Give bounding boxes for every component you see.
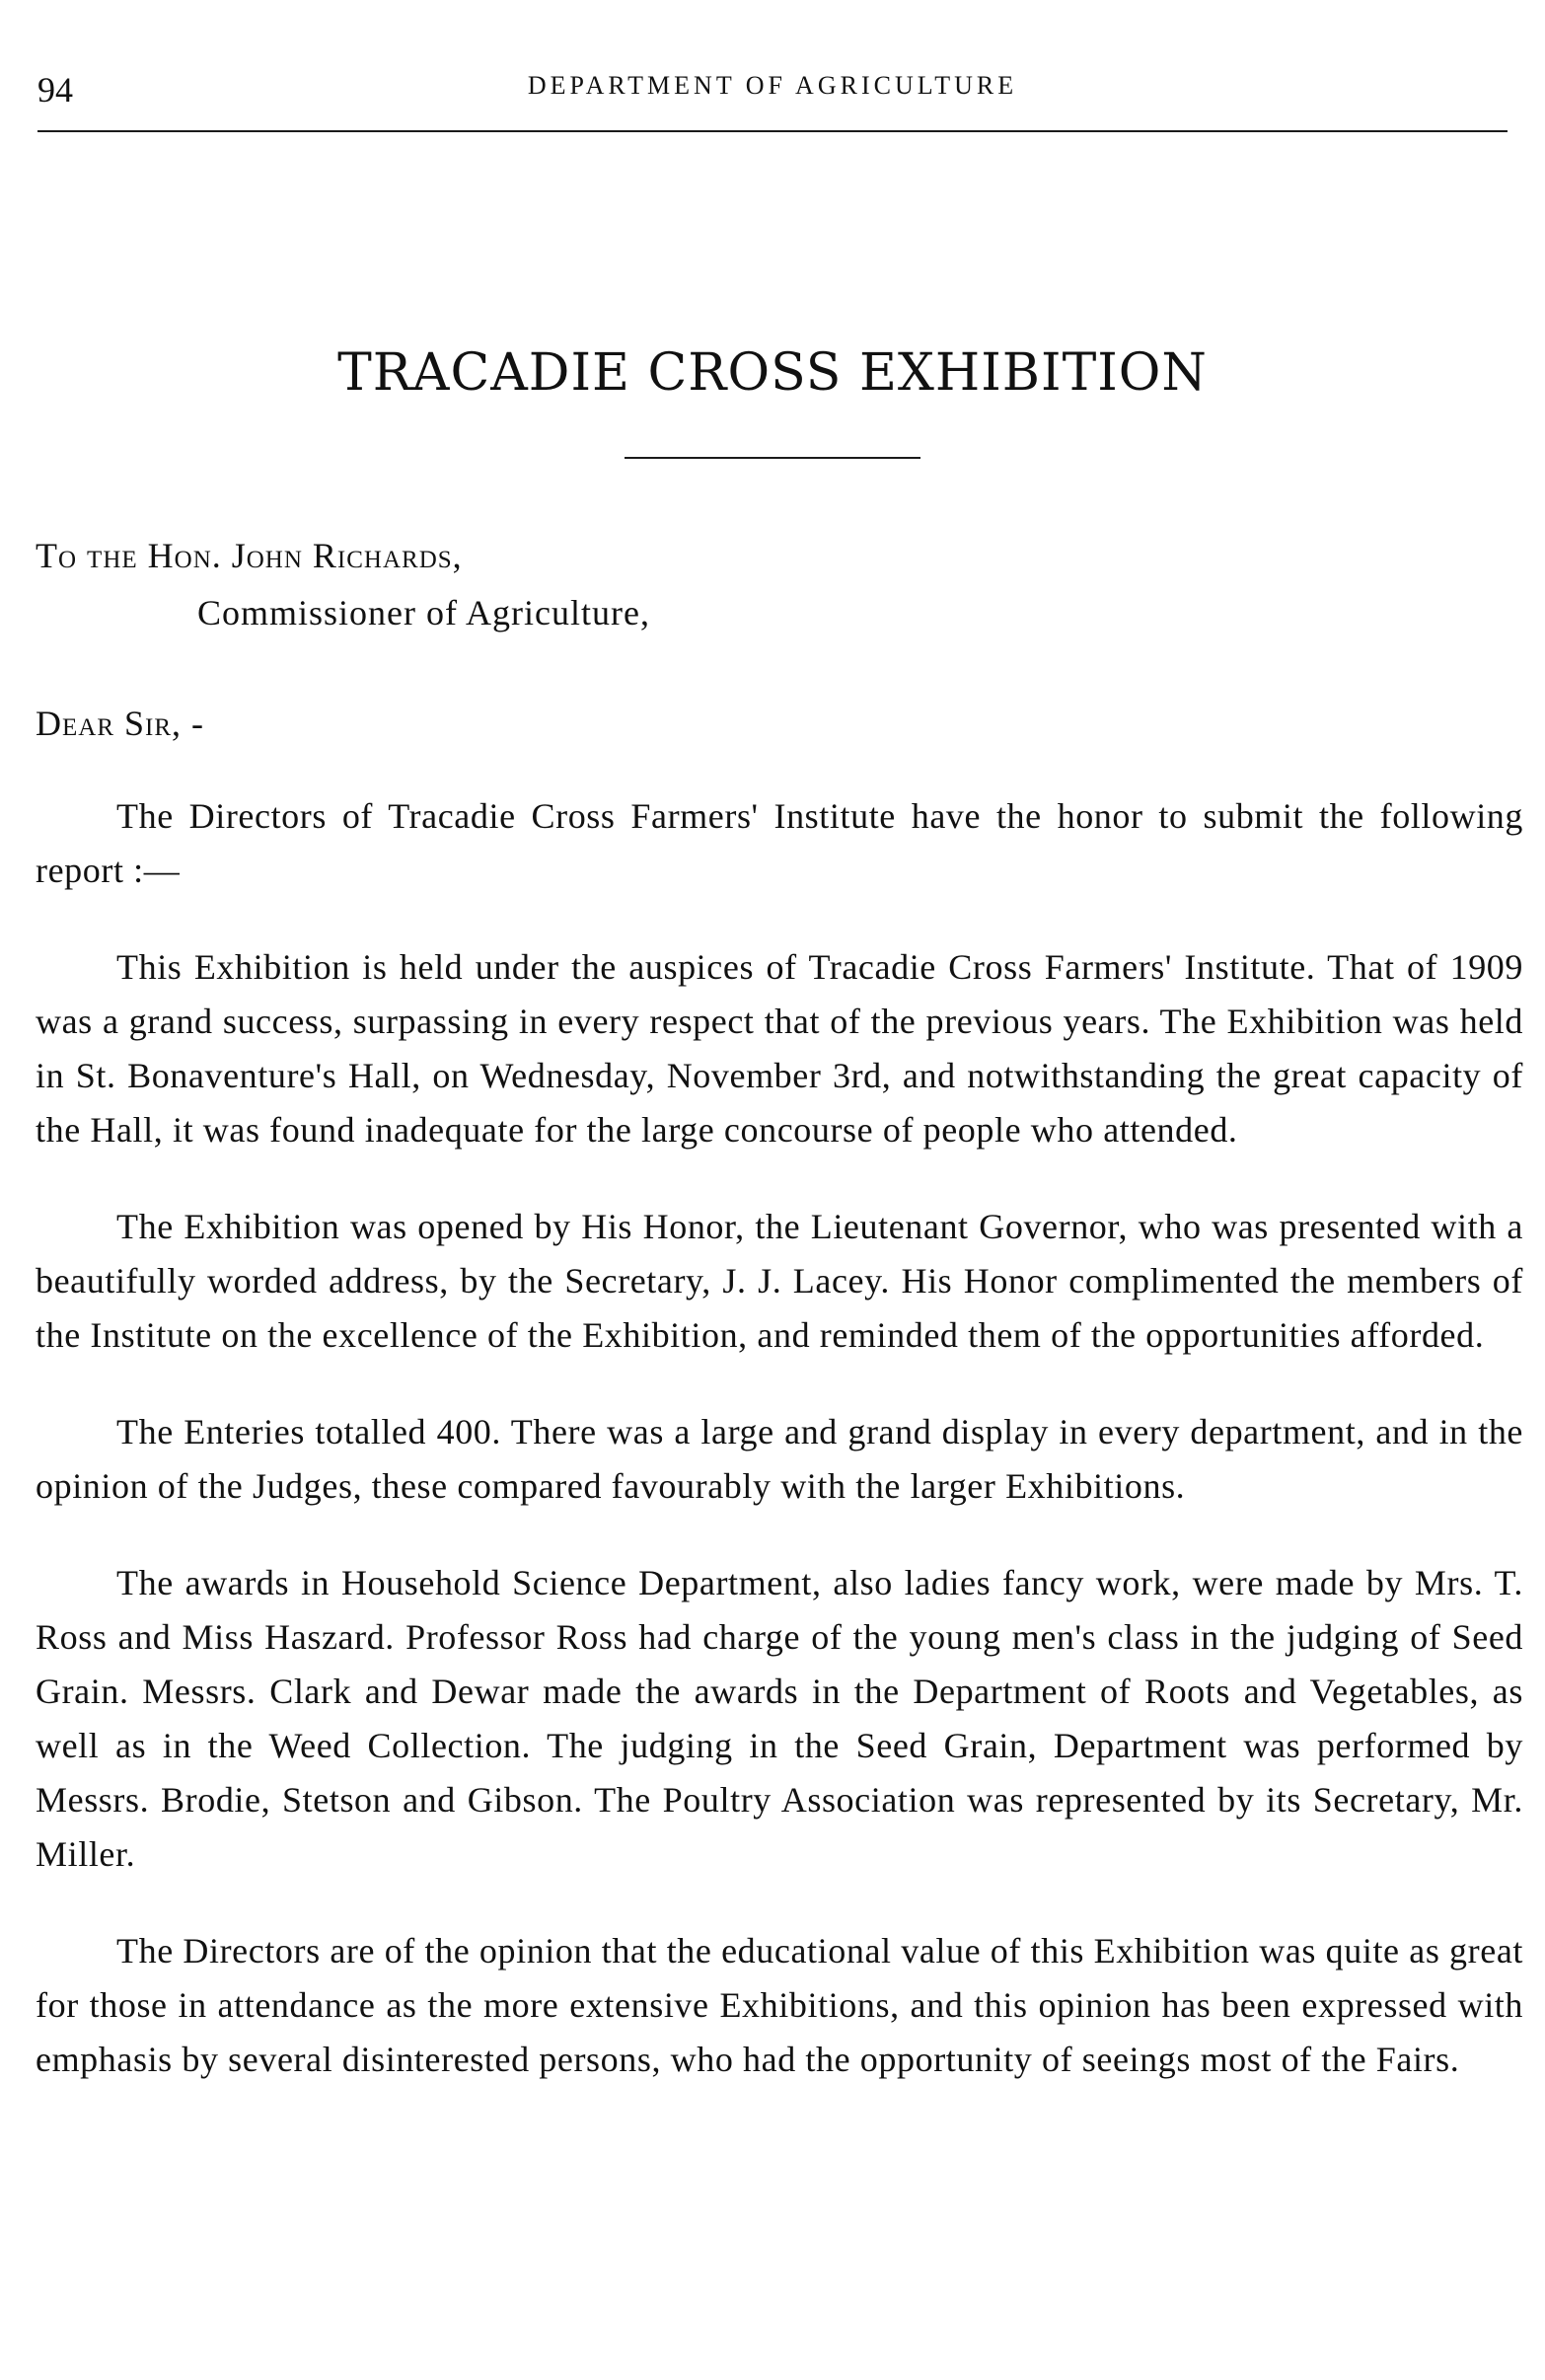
greeting-line: Dear Sir, - <box>36 704 205 743</box>
designation-line: Commissioner of Agriculture, <box>197 593 650 632</box>
header-rule <box>37 130 1508 132</box>
paragraph: The Directors are of the opinion that the educational value of this Exhibition was quite as great for those in attendance as the more extensive Exhibitions, and this opinion has been expressed with emphasis by several disinterested persons, who had the opportunity of seeings most of the Fairs. <box>36 1931 1523 2079</box>
paragraph: The Enteries totalled 400. There was a large and grand display in every department, and in the opinion of the Judges, these compared favourably with the larger Exhibitions. <box>36 1412 1523 1506</box>
running-head <box>37 59 1508 109</box>
paragraph: The awards in Household Science Department, also ladies fancy work, were made by Mrs. T. Ross and Miss Haszard. Professor Ross had charge of the young men's class in the judging of Seed Grain. Messrs. Clark and Dewar made the awards in the Department of Roots and Vegetables, as well as in the Weed Collection. The judging in the Seed Grain, Department was performed by Messrs. Brodie, Stetson and Gibson. The Poultry Association was represented by its Secretary, Mr. Miller. <box>36 1563 1523 1874</box>
title-rule <box>625 457 920 459</box>
document-title: TRACADIE CROSS EXHIBITION <box>337 343 1208 403</box>
running-title: DEPARTMENT OF AGRICULTURE <box>527 71 1018 100</box>
paragraph: The Exhibition was opened by His Honor, the Lieutenant Governor, who was presented with a beautifully worded address, by the Secretary, J. J. Lacey. His Honor complimented the members of the Institute on the excellence of the Exhibition, and reminded them of the opportunities afforded. <box>36 1207 1523 1355</box>
page-number: 94 <box>37 70 73 110</box>
paragraph: This Exhibition is held under the auspices of Tracadie Cross Farmers' Institute. That of 1909 was a grand success, surpassing in every respect that of the previous years. The Exhibition was held in St. Bonaventure's Hall, on Wednesday, November 3rd, and notwithstanding the great capacity of the Hall, it was found inadequate for the large concourse of people who attended. <box>36 947 1523 1150</box>
addressee-line: To the Hon. John Richards, <box>36 536 463 575</box>
paragraph: The Directors of Tracadie Cross Farmers' Institute have the honor to submit the following report :— <box>36 796 1523 890</box>
letter-body <box>36 789 1523 2129</box>
